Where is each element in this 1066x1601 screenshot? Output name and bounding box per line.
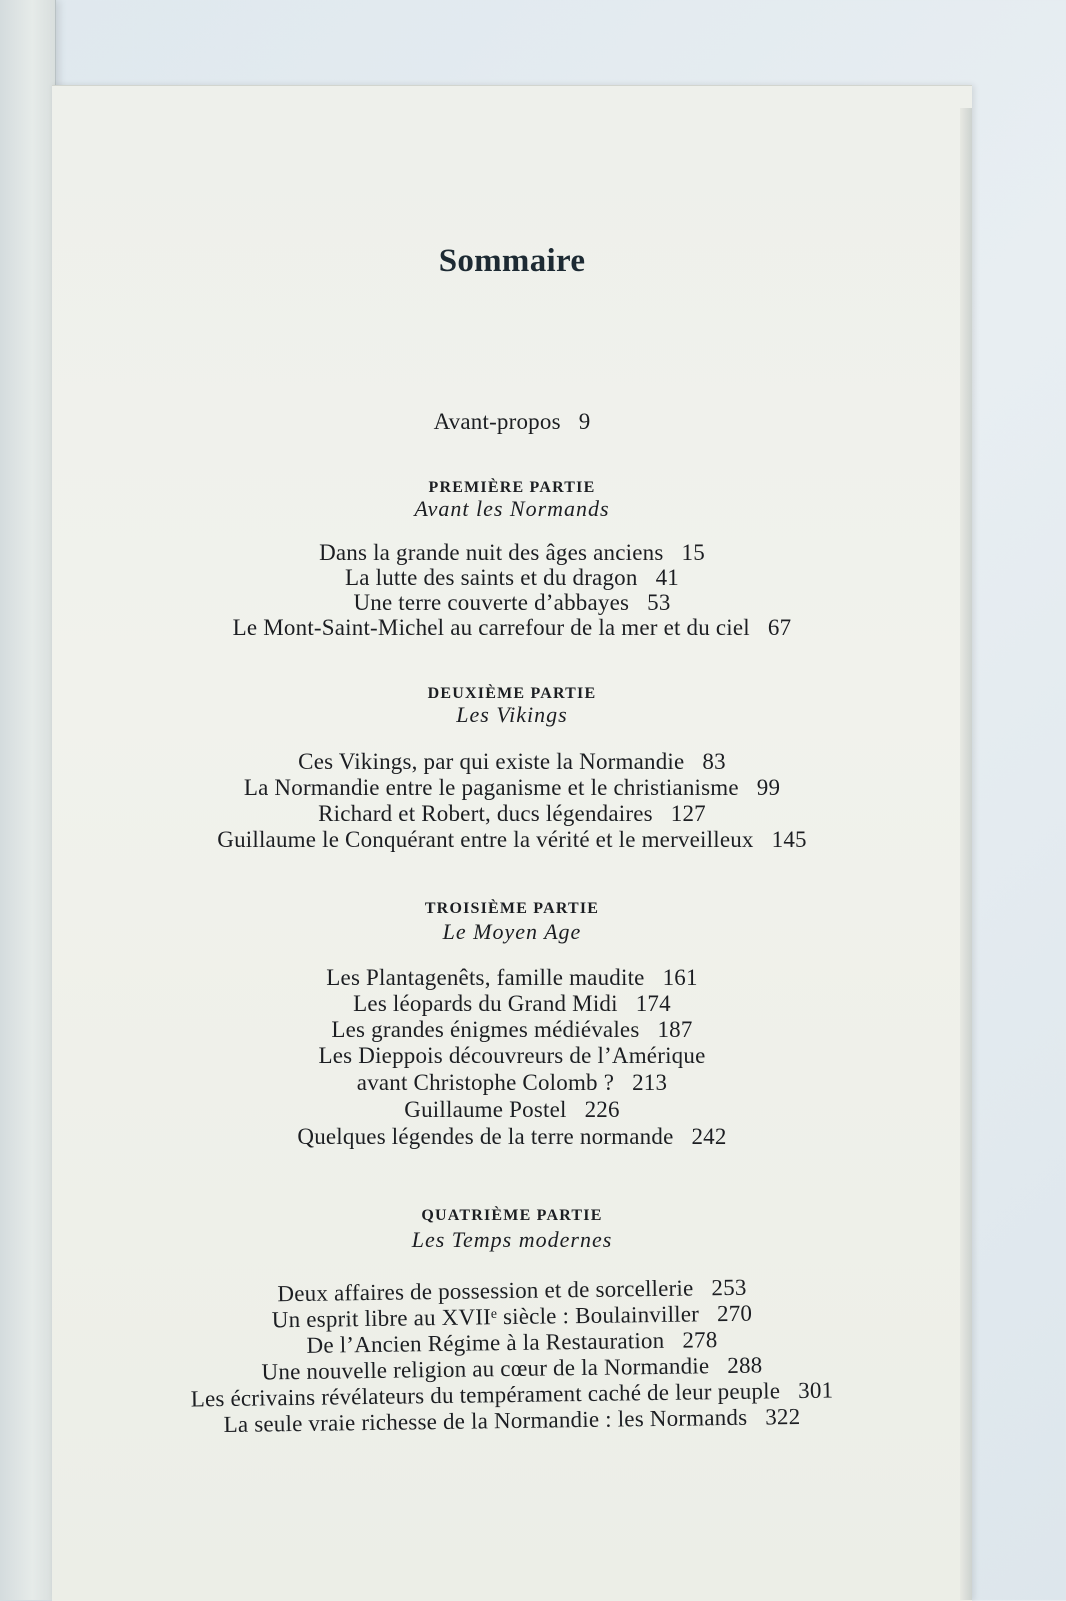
toc-entry-label: Ces Vikings, par qui existe la Normandie: [298, 749, 685, 774]
toc-entry-label: Quelques légendes de la terre normande: [297, 1124, 674, 1149]
toc-entry-label: La seule vraie richesse de la Normandie : les Normands: [223, 1404, 748, 1438]
toc-entry-page: 99: [756, 775, 781, 800]
toc-entry-label: Guillaume le Conquérant entre la vérité et le merveilleux: [217, 827, 754, 852]
toc-entry: [52, 965, 972, 991]
part-1-title: Avant les Normands: [414, 496, 610, 521]
toc-entry-page: 278: [682, 1327, 718, 1353]
toc-entry-label: Les Dieppois découvreurs de l’Amérique: [318, 1043, 706, 1068]
toc-entry: [52, 749, 972, 775]
toc-entry-label: De l’Ancien Régime à la Restauration: [306, 1327, 665, 1358]
toc-entry-page: 161: [662, 965, 698, 990]
toc-entry: [52, 1124, 972, 1150]
toc-entry: [52, 615, 972, 641]
toc-entry: [52, 1070, 972, 1096]
toc-entry-label: Les Plantagenêts, famille maudite: [326, 965, 645, 990]
toc-entry-label: Deux affaires de possession et de sorcellerie: [277, 1275, 694, 1307]
toc-entry-page: 9: [578, 409, 591, 434]
part-3-label: TROISIÈME PARTIE: [424, 900, 600, 917]
toc-entry-page: 242: [691, 1124, 727, 1149]
part-2-title: Les Vikings: [456, 702, 568, 727]
toc-entry-label: Les écrivains révélateurs du tempérament caché de leur peuple: [190, 1378, 781, 1412]
toc-entry-page: 226: [584, 1097, 620, 1122]
toc-entry-page: 83: [702, 749, 726, 774]
toc-entry: [52, 1097, 972, 1123]
toc-entry: [52, 775, 972, 801]
toc-entry-page: 253: [711, 1274, 747, 1301]
toc-entry-page: 67: [767, 615, 792, 640]
part-1-label: PREMIÈRE PARTIE: [428, 479, 596, 496]
toc-entry-page: 288: [727, 1352, 763, 1378]
part-3-title: Le Moyen Age: [442, 919, 582, 944]
previous-page-edge: [0, 0, 56, 1600]
part-2-label: DEUXIÈME PARTIE: [427, 685, 597, 702]
toc-entry-label: Dans la grande nuit des âges anciens: [319, 540, 664, 565]
toc-entry-page: 270: [716, 1300, 753, 1327]
page-title: Sommaire: [438, 243, 586, 279]
part-4-title: Les Temps modernes: [411, 1227, 613, 1252]
toc-entry: [52, 590, 972, 616]
toc-entry-label: Avant-propos: [433, 409, 561, 434]
toc-entry-label: Richard et Robert, ducs légendaires: [318, 801, 653, 826]
toc-entry-label: La Normandie entre le paganisme et le christianisme: [243, 775, 739, 800]
toc-entry: [52, 540, 972, 566]
toc-entry-page: 187: [657, 1017, 693, 1042]
toc-entry-page: 213: [632, 1070, 668, 1095]
toc-entry-label: Guillaume Postel: [404, 1097, 567, 1122]
toc-entry-page: 41: [655, 565, 679, 590]
toc-entry: [52, 1043, 972, 1069]
toc-entry-page: 15: [681, 540, 705, 565]
toc-entry: [52, 1017, 972, 1043]
toc-entry-avant-propos: [52, 409, 972, 435]
toc-entry-label: Les léopards du Grand Midi: [353, 991, 618, 1016]
toc-entry-page: 301: [797, 1377, 834, 1404]
toc-entry: [52, 827, 972, 853]
toc-entry-label: Un esprit libre au XVIIᵉ siècle : Boulainviller: [271, 1301, 700, 1333]
toc-entry-label: Le Mont-Saint-Michel au carrefour de la mer et du ciel: [232, 615, 750, 640]
toc-entry-label: avant Christophe Colomb ?: [356, 1070, 615, 1095]
toc-entry-page: 322: [765, 1403, 801, 1430]
toc-entry-page: 127: [670, 801, 706, 826]
toc-entry-page: 174: [635, 991, 671, 1016]
toc-entry-label: Les grandes énigmes médiévales: [331, 1017, 640, 1042]
toc-entry: [52, 801, 972, 827]
toc-entry: [52, 991, 972, 1017]
toc-entry-label: Une terre couverte d’abbayes: [353, 590, 630, 615]
toc-entry-label: La lutte des saints et du dragon: [345, 565, 638, 590]
toc-entry-page: 145: [771, 827, 807, 852]
toc-entry-label: Une nouvelle religion au cœur de la Normandie: [261, 1353, 710, 1385]
toc-entry: [52, 565, 972, 591]
part-4-label: QUATRIÈME PARTIE: [421, 1207, 603, 1224]
table-of-contents: [52, 85, 972, 1600]
toc-entry-page: 53: [647, 590, 671, 615]
